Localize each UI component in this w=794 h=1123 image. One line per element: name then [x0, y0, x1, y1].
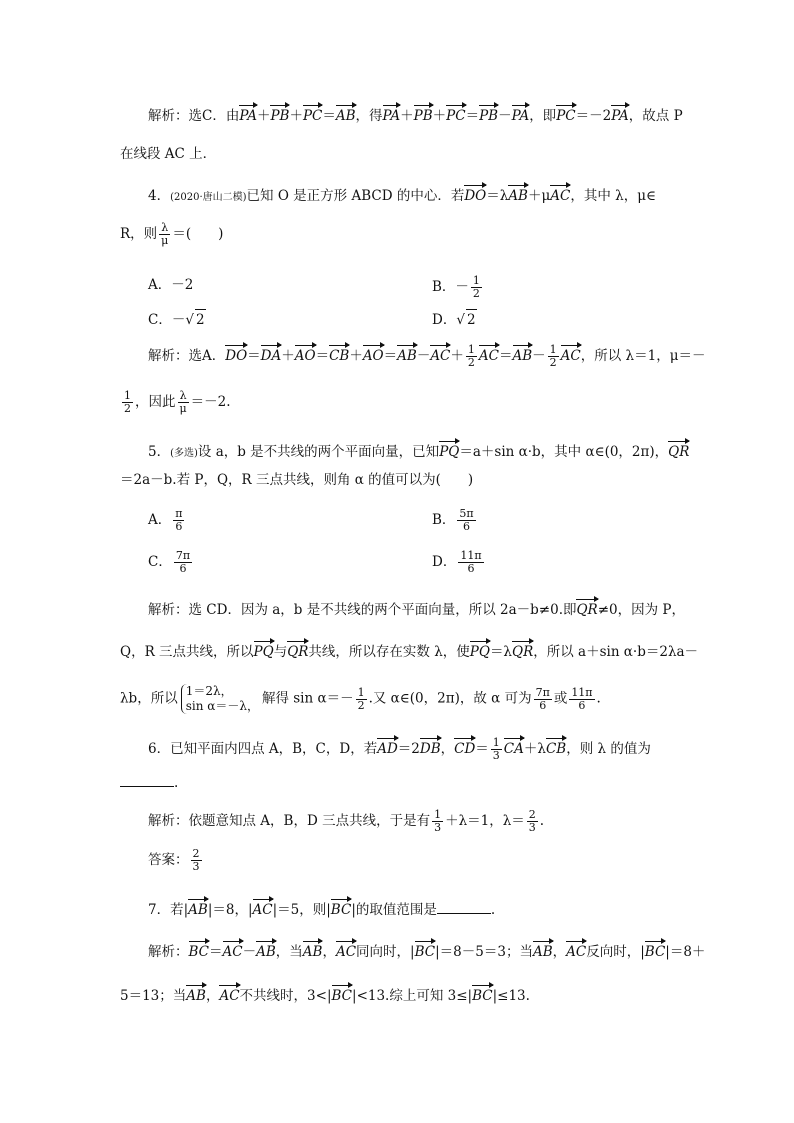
q5-stem: 5．(多选)设 a，b 是不共线的两个平面向量，已知PQ＝a＋sin α·b，其中 α∈(0，2π)，QR — [148, 440, 708, 464]
q7-answer-blank[interactable] — [437, 901, 491, 914]
q4-option-a[interactable]: A．－2 — [148, 277, 194, 293]
q4-solution: 解析：选A．DO＝DA＋AO＝CB＋AO＝AB－AC＋ $\frac{1}{2}$ AC＝AB－ $\frac{1}{2}$ AC，所以 λ＝1，μ＝－ — [148, 343, 706, 369]
q5-solution-line3: λb，所以 1＝2λ， sin α＝－λ， 解得 sin α＝－ $\frac{1}{2}$ .又 α∈(0，2π)，故 α 可为 $\frac{7\pi}{6}$ 或 $\frac{11\pi}{6}$ . — [120, 684, 601, 713]
vector-PA: PA — [239, 104, 257, 126]
q7-stem: 7．若|AB|＝8，|AC|＝5，则|BC|的取值范围是 . — [148, 898, 708, 920]
q3-solution: 解析：选C．由PA＋PB＋PC＝AB，得PA＋PB＋PC＝PB－PA，即PC＝－2PA，故点 P — [148, 104, 708, 126]
q5-solution-line2: Q，R 三点共线，所以PQ与QR共线，所以存在实数 λ，使PQ＝λQR，所以 a＋sin α·b＝2λa－ — [120, 640, 680, 662]
q4-solution-line2: $\frac{1}{2}$ ，因此 $\frac{\lambda}{\mu}$ ＝－2. — [124, 389, 231, 415]
q4-option-b[interactable]: B．－ $\frac{1}{2}$ — [432, 274, 480, 300]
q5-option-a[interactable]: A． $\frac{\pi}{6}$ — [148, 507, 183, 533]
q4-option-d[interactable]: D．√ 2 — [432, 309, 477, 330]
q3-solution-line2: 在线段 AC 上． — [120, 146, 217, 162]
q6-answer-blank[interactable]: . — [120, 773, 680, 793]
q5-stem-line2: ＝2a－b.若 P，Q，R 三点共线，则角 α 的值可以为( ) — [120, 472, 474, 488]
q6-answer: 答案： $\frac{2}{3}$ — [148, 847, 200, 873]
q4-stem-line2: R，则 $\frac{\lambda}{\mu}$ ＝( ) — [120, 221, 224, 247]
q4-source: (2020·唐山二模) — [170, 192, 247, 203]
q6-stem: 6．已知平面内四点 A，B，C，D，若AD＝2DB，CD＝ $\frac{1}{3}$ CA＋λCB，则 λ 的值为 — [148, 736, 651, 762]
q5-option-c[interactable]: C． $\frac{7\pi}{6}$ — [148, 549, 191, 575]
q5-option-d[interactable]: D． $\frac{11\pi}{6}$ — [432, 549, 482, 575]
q5-solution: 解析：选 CD．因为 a，b 是不共线的两个平面向量，所以 2a－b≠0.即QR≠0，因为 P， — [148, 598, 708, 620]
q4-stem: 4．(2020·唐山二模)已知 O 是正方形 ABCD 的中心．若DO＝λAB＋μAC，其中 λ，μ∈ — [148, 184, 708, 208]
q6-solution: 解析：依题意知点 A，B，D 三点共线，于是有 $\frac{1}{3}$ ＋λ＝1，λ＝ $\frac{2}{3}$ . — [148, 808, 545, 834]
lambda-over-mu: $\frac{\lambda}{\mu}$ — [161, 221, 169, 247]
q7-solution-line2: 5＝13；当AB，AC不共线时，3<|BC|<13.综上可知 3≤|BC|≤13. — [120, 984, 680, 1006]
q4-option-c[interactable]: C．－√ 2 — [148, 309, 206, 330]
multi-choice-tag: (多选) — [170, 448, 198, 459]
q5-option-b[interactable]: B． $\frac{5\pi}{6}$ — [432, 507, 474, 533]
equation-system: 1＝2λ， sin α＝－λ， — [181, 684, 259, 714]
q7-solution: 解析：BC＝AC－AB，当AB，AC同向时，|BC|＝8－5＝3；当AB，AC反向时，|BC|＝8＋ — [148, 940, 708, 962]
